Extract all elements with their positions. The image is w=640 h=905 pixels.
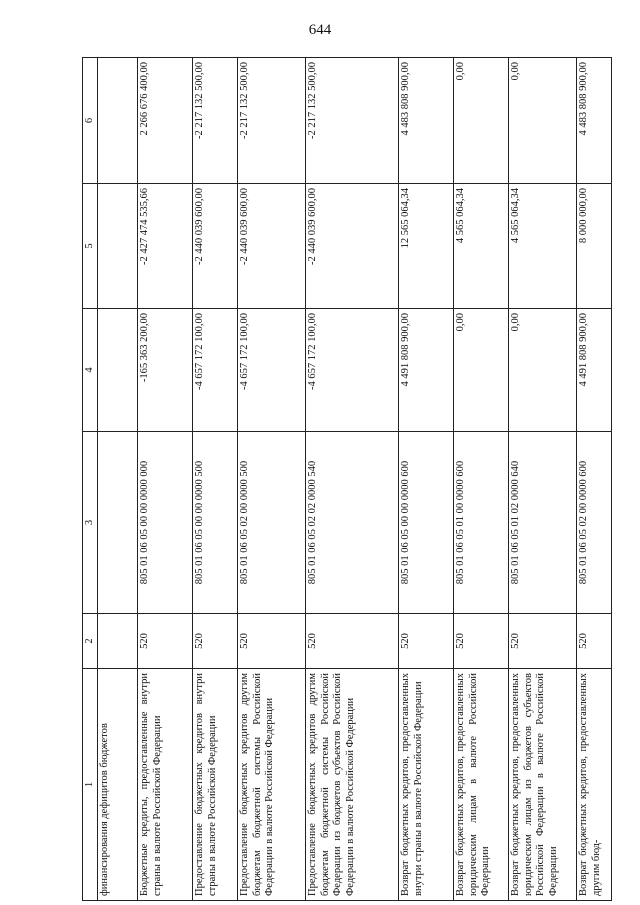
column-header: 6 [83, 58, 98, 184]
budget-table [82, 57, 612, 901]
row-col5: -2 440 039 600,00 [238, 184, 306, 309]
row-col5: 4 565 064,34 [454, 184, 509, 309]
row-kbk: 805 01 06 05 00 00 0000 000 [138, 432, 193, 614]
row-col6: 2 266 676 400,00 [138, 58, 193, 184]
table-row [98, 58, 138, 901]
row-code: 520 [138, 614, 193, 669]
row-kbk: 805 01 06 05 02 02 0000 540 [306, 432, 399, 614]
row-description: Предоставление бюджетных кредитов другим бюджетам бюджетной системы Российской Федерации в валюте Российской Федерации [238, 669, 306, 901]
row-col6: -2 217 132 500,00 [306, 58, 399, 184]
row-kbk: 805 01 06 05 00 00 0000 500 [193, 432, 238, 614]
row-kbk: 805 01 06 05 01 00 0000 600 [454, 432, 509, 614]
column-header: 2 [83, 614, 98, 669]
row-description: Возврат бюджетных кредитов, предоставленных внутри страны в валюте Российской Федерации [399, 669, 454, 901]
table-row [399, 58, 454, 901]
table-row [454, 58, 509, 901]
table-row [509, 58, 577, 901]
row-col6: 0,00 [509, 58, 577, 184]
row-col6: -2 217 132 500,00 [193, 58, 238, 184]
row-code: 520 [306, 614, 399, 669]
row-kbk [98, 432, 138, 614]
row-description: финансирования дефицитов бюджетов [98, 669, 138, 901]
row-code: 520 [399, 614, 454, 669]
row-col6: 4 483 808 900,00 [399, 58, 454, 184]
row-kbk: 805 01 06 05 00 00 0000 600 [399, 432, 454, 614]
row-col5: 4 565 064,34 [509, 184, 577, 309]
row-code: 520 [238, 614, 306, 669]
row-col6 [98, 58, 138, 184]
table-row [306, 58, 399, 901]
row-col5 [98, 184, 138, 309]
row-col6: -2 217 132 500,00 [238, 58, 306, 184]
row-kbk: 805 01 06 05 02 00 0000 600 [577, 432, 612, 614]
header-row [83, 58, 98, 901]
row-col6: 4 483 808 900,00 [577, 58, 612, 184]
row-kbk: 805 01 06 05 01 02 0000 640 [509, 432, 577, 614]
table-row [193, 58, 238, 901]
row-col5: -2 440 039 600,00 [306, 184, 399, 309]
row-col4: -4 657 172 100,00 [306, 309, 399, 432]
rotated-table-area [82, 58, 600, 901]
row-description: Возврат бюджетных кредитов, предоставленных юридическим лицам из бюджетов субъектов Российской Федерации в валюте Российской Федерации [509, 669, 577, 901]
row-col5: -2 440 039 600,00 [193, 184, 238, 309]
table-row [138, 58, 193, 901]
row-col5: 8 000 000,00 [577, 184, 612, 309]
row-col5: -2 427 474 535,66 [138, 184, 193, 309]
rotated-table-container [82, 58, 600, 901]
row-code: 520 [509, 614, 577, 669]
row-code: 520 [454, 614, 509, 669]
row-code: 520 [577, 614, 612, 669]
row-col4: -4 657 172 100,00 [193, 309, 238, 432]
row-code [98, 614, 138, 669]
row-description: Предоставление бюджетных кредитов другим бюджетам бюджетной системы Российской Федерации из бюджетов субъектов Российской Федерации в валюте Российской Федерации [306, 669, 399, 901]
page-number: 644 [308, 22, 332, 38]
row-col4: 4 491 808 900,00 [577, 309, 612, 432]
row-description: Возврат бюджетных кредитов, предоставленных другим бюд- [577, 669, 612, 901]
row-col4: 0,00 [509, 309, 577, 432]
row-col4: -4 657 172 100,00 [238, 309, 306, 432]
table-row [577, 58, 612, 901]
row-col4 [98, 309, 138, 432]
row-description: Возврат бюджетных кредитов, предоставленных юридическим лицам в валюте Российской Федерации [454, 669, 509, 901]
row-col4: -165 363 200,00 [138, 309, 193, 432]
column-header: 1 [83, 669, 98, 901]
row-description: Бюджетные кредиты, предоставленные внутри страны в валюте Российской Федерации [138, 669, 193, 901]
column-header: 5 [83, 184, 98, 309]
row-code: 520 [193, 614, 238, 669]
row-kbk: 805 01 06 05 02 00 0000 500 [238, 432, 306, 614]
column-header: 3 [83, 432, 98, 614]
row-col4: 4 491 808 900,00 [399, 309, 454, 432]
row-col5: 12 565 064,34 [399, 184, 454, 309]
row-col4: 0,00 [454, 309, 509, 432]
table-row [238, 58, 306, 901]
column-header: 4 [83, 309, 98, 432]
row-col6: 0,00 [454, 58, 509, 184]
row-description: Предоставление бюджетных кредитов внутри страны в валюте Российской Федерации [193, 669, 238, 901]
